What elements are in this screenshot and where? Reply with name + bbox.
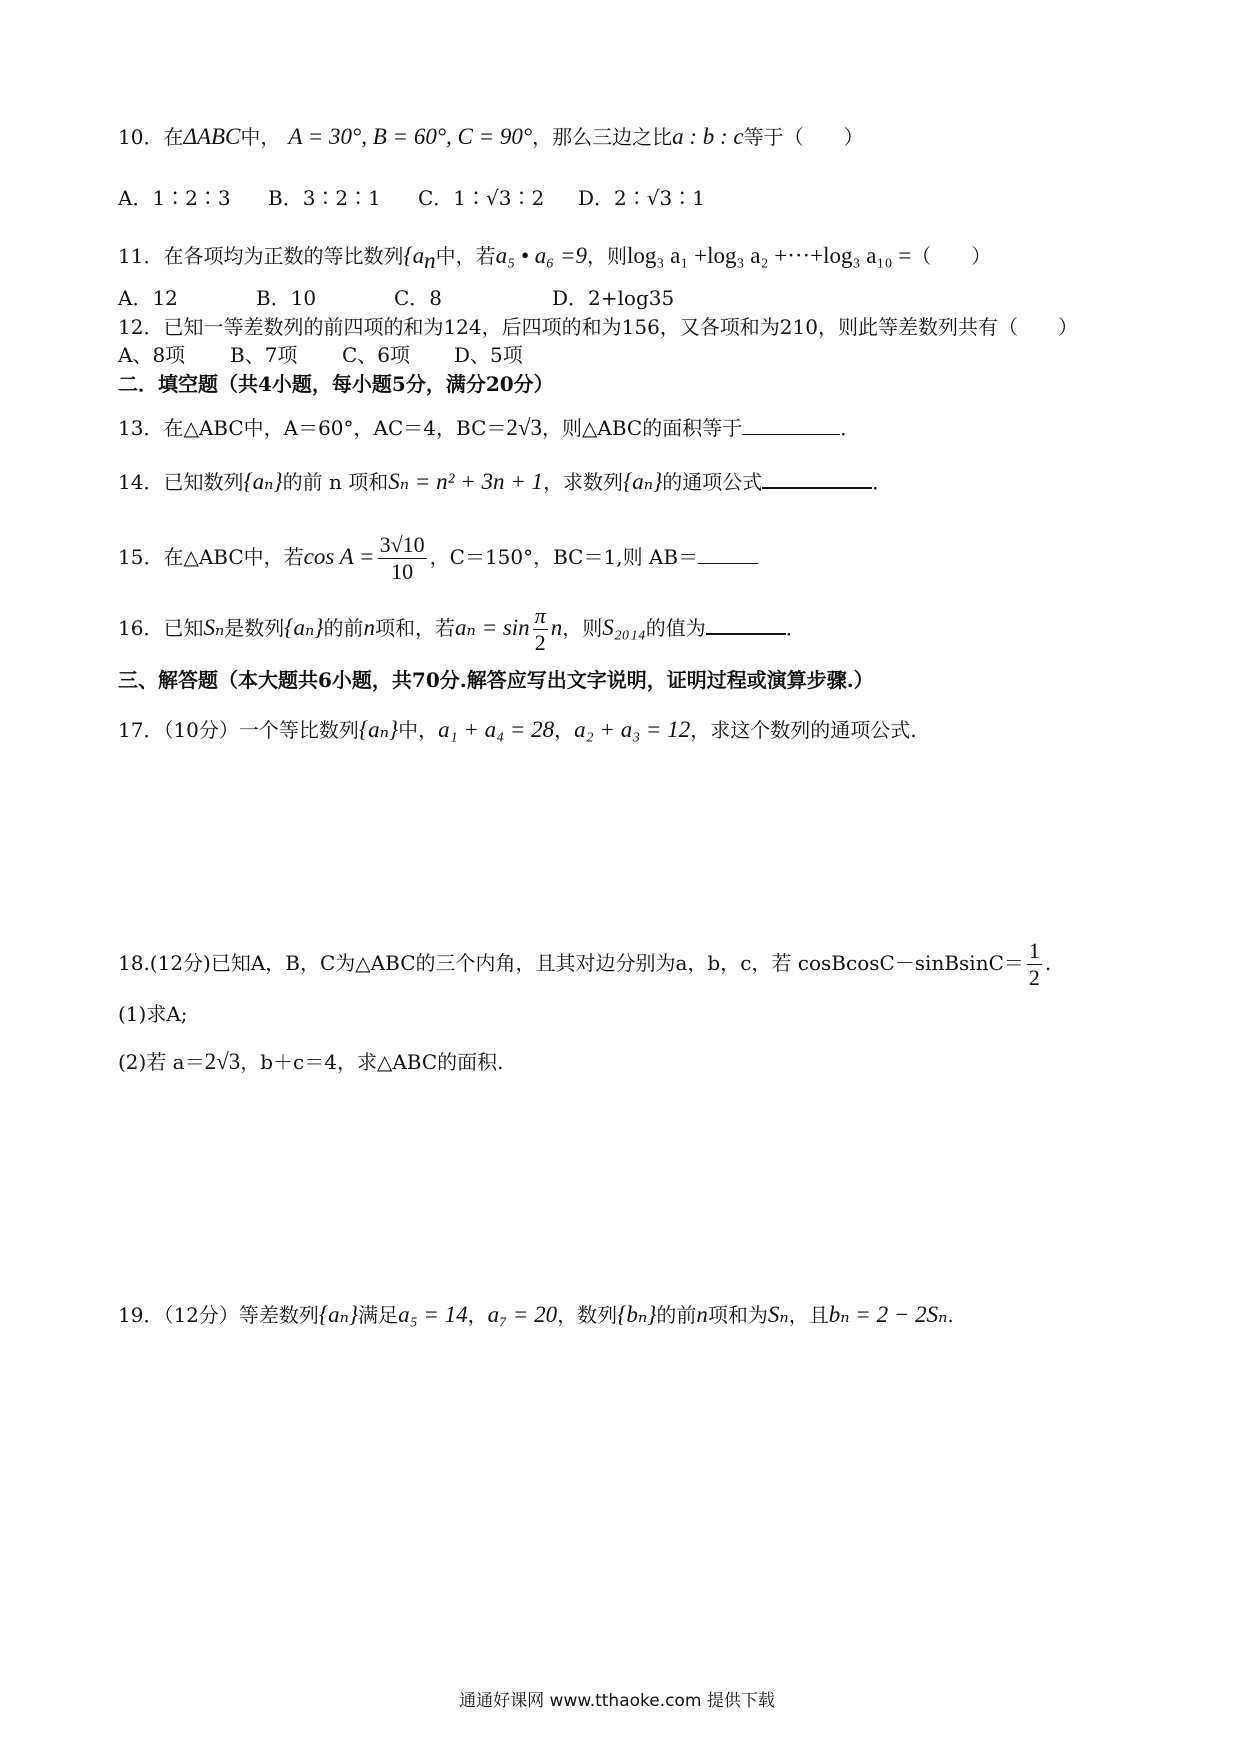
denominator: 2 [534,630,546,655]
q14-dot: ． [872,470,893,494]
sum-symbol: Sₙ [203,615,225,640]
q16-mid3: 项和，若 [375,616,455,640]
page-footer: 通通好课网 www.tthaoke.com 提供下载 [459,1691,775,1711]
q19-pre: 19．（12分）等差数列 [118,1303,319,1327]
condition-2: a₇ = 20 [487,1302,558,1327]
option-a: A、8项 [118,343,186,367]
numerator: π [534,603,546,628]
q16-dot: ． [785,616,806,640]
question-17 [118,716,917,744]
condition-2: a₂ + a₃ = 12 [574,717,691,742]
q17-post: ，求这个数列的通项公式. [690,718,917,742]
q18-p2-post: ，b＋c＝4，求△ABC的面积. [240,1050,504,1074]
side-ratio: a : b : c [672,124,744,149]
q10-end: 等于（ ） [743,125,864,149]
option-b: B．3∶2∶1 [268,186,381,210]
option-d: D．2+log35 [552,286,675,310]
fraction [533,603,548,656]
q16-pre: 16．已知 [118,616,204,640]
n-symbol: n [696,1302,708,1327]
answer-blank [698,545,758,564]
condition: a₅ • a₆ =9 [495,243,587,268]
q11-post: ，则 [586,244,627,268]
question-16 [118,603,806,656]
question-number: 11． [118,244,164,268]
q10-mid: 中， [240,125,281,149]
option-a: A．12 [118,286,178,310]
sequence-b-symbol: {bₙ} [617,1302,657,1327]
q18-p2-pre: (2)若 a＝ [118,1050,205,1074]
bc-value: 2√3 [506,415,543,440]
option-b: B．10 [256,286,317,310]
option-d: D、5项 [454,343,523,367]
condition-1: a₁ + a₄ = 28 [438,717,555,742]
log-expression: log₃ a₁ +log₃ a₂ +···+log₃ a₁₀ = [626,243,912,268]
sequence-a-symbol: {aₙ} [318,1302,359,1327]
q16-mid: 是数列 [224,616,285,640]
option-b: B、7项 [230,343,298,367]
q14-end: 的通项公式 [662,470,763,494]
sequence-symbol: {aₙ} [358,717,399,742]
fraction [1027,938,1042,991]
separator: ， [554,718,575,742]
sum-symbol: Sₙ [767,1302,789,1327]
numerator: 3√10 [379,532,425,557]
question-10 [118,123,864,151]
question-19 [118,1301,954,1329]
q18-dot: . [1044,951,1052,975]
cos-a: cos A = [303,544,375,569]
q13-end: ． [840,416,861,440]
sequence-symbol: {aₙ} [623,469,663,494]
section-heading-fill-in: 二．填空题（共4小题，每小题5分，满分20分） [118,372,554,396]
option-a: A．1∶2∶3 [118,186,231,210]
denominator: 10 [391,559,414,584]
question-12-options [118,341,523,369]
separator: ， [467,1303,488,1327]
q11-end: （ ） [911,244,992,268]
bn-formula: bₙ = 2 − 2Sₙ [828,1302,948,1327]
q15-pre: 15．在△ABC中，若 [118,545,304,569]
sequence-symbol: {a [403,243,425,268]
question-14 [118,468,892,496]
answer-blank [706,615,786,635]
question-10-options [118,184,705,212]
angle-values: A = 30°, B = 60°, C = 90° [288,124,533,149]
question-13 [118,414,860,442]
q11-pre: 在各项均为正数的等比数列 [163,244,404,268]
q19-mid2: ，数列 [557,1303,618,1327]
q13-post: ，则△ABC的面积等于 [542,416,743,440]
n-symbol: n [550,615,563,640]
section-heading-solutions: 三、解答题（本大题共6小题，共70分.解答应写出文字说明，证明过程或演算步骤.） [118,668,874,692]
option-c: C、6项 [342,343,411,367]
question-18-part-1: (1)求A; [118,1002,188,1026]
q19-dot: . [947,1303,954,1327]
question-18-part-2 [118,1048,504,1076]
option-d: D．2∶√3∶1 [578,186,705,210]
question-11 [118,242,991,275]
q17-pre: 17．（10分）一个等比数列 [118,718,359,742]
condition-1: a₅ = 14 [398,1302,468,1327]
question-11-options [118,284,674,312]
question-15 [118,530,758,585]
q14-post: ，求数列 [543,470,624,494]
q14-pre: 14．已知数列 [118,470,244,494]
q16-mid2: 的前 [323,616,364,640]
q17-mid: 中， [398,718,439,742]
denominator: 2 [1028,965,1040,990]
question-12: 12．已知一等差数列的前四项的和为124，后四项的和为156，又各项和为210，则此等差数列共有（ ） [118,315,1078,339]
q13-pre: 13．在△ABC中，A＝60°，AC＝4，BC＝ [118,416,507,440]
option-c: C．1∶√3∶2 [418,186,545,210]
question-18 [118,938,1051,991]
option-c: C．8 [394,286,443,310]
fraction [378,532,427,585]
numerator: 1 [1028,938,1040,963]
q16-post: ，则 [562,616,603,640]
q19-mid4: 项和为 [707,1303,768,1327]
q19-mid3: 的前 [656,1303,697,1327]
q18-pre: 18.(12分)已知A，B，C为△ABC的三个内角，且其对边分别为a，b，c，若 cosBcosC－sinBsinC＝ [118,951,1024,975]
sequence-subscript: n [424,248,436,273]
a-value: 2√3 [204,1049,241,1074]
q16-end: 的值为 [645,616,706,640]
q19-mid: 满足 [358,1303,399,1327]
triangle-label: ΔABC [183,124,241,149]
answer-blank [762,469,872,489]
question-number: 10． [118,125,164,149]
answer-blank [742,416,840,435]
q15-post: ，C＝150°，BC＝1,则 AB＝ [429,545,699,569]
q10-pre: 在 [163,125,184,149]
q14-mid: 的前 n 项和 [282,470,389,494]
an-formula: aₙ = sin [455,615,530,640]
q10-post: ，那么三边之比 [532,125,673,149]
s2014: S₂₀₁₄ [602,615,646,640]
n-symbol: n [363,615,375,640]
q11-mid: 中，若 [435,244,496,268]
sequence-symbol: {aₙ} [284,615,324,640]
sum-formula: Sₙ = n² + 3n + 1 [388,469,544,494]
q19-mid5: ，且 [788,1303,829,1327]
sequence-symbol: {aₙ} [243,469,283,494]
